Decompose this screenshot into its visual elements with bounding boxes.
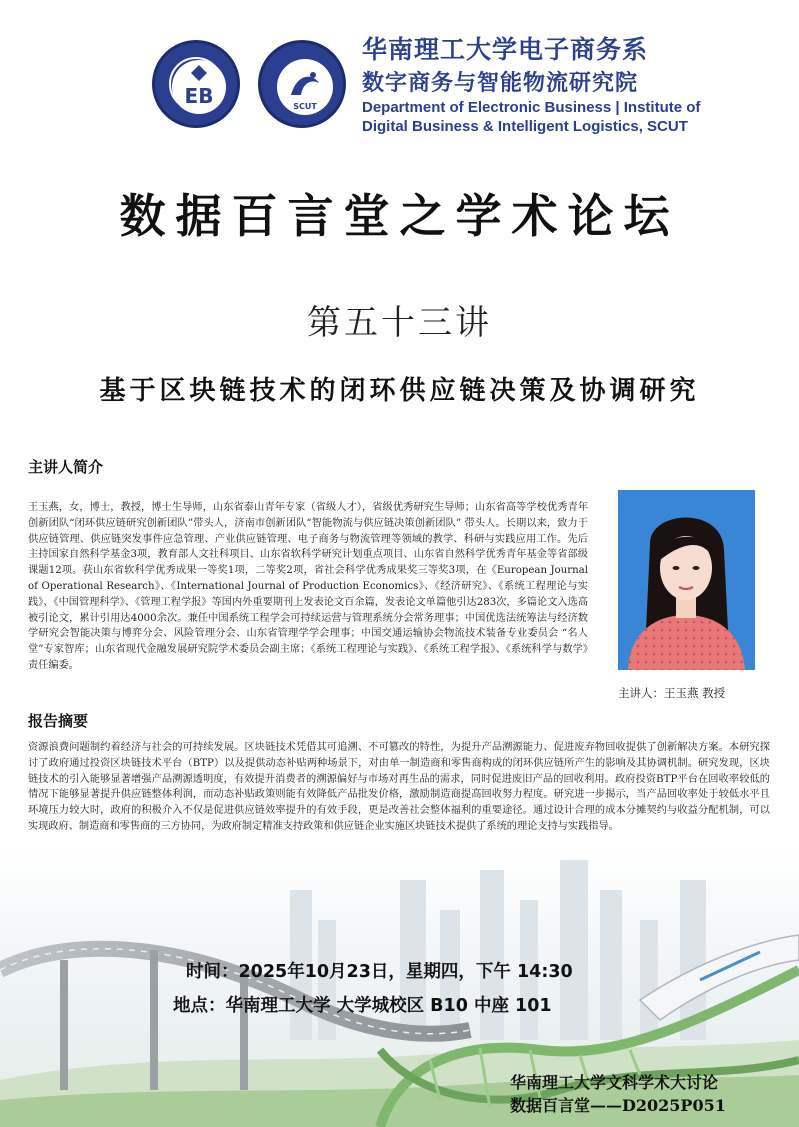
svg-text:EB: EB [184,84,214,108]
institute-cn-line2: 数字商务与智能物流研究院 [362,71,639,96]
lecture-subject: 基于区块链技术的闭环供应链决策及协调研究 [99,376,700,406]
speaker-heading: 主讲人简介 [28,458,104,476]
abstract-heading: 报告摘要 [28,712,89,730]
institute-en-line1: Department of Electronic Business | Institute of [362,99,701,116]
lecture-number: 第五十三讲 [307,303,492,343]
footer-line1: 华南理工大学文科学术大讨论 [510,1073,719,1092]
event-time: 时间：2025年10月23日，星期四，下午 14:30 [186,962,573,982]
speaker-photo [618,490,755,670]
department-logo [152,40,240,128]
institute-logo-text: SCUT [293,102,317,111]
institute-en-line2: Digital Business & Intelligent Logistics, SCUT [362,118,688,135]
speaker-bio: 王玉燕，女，博士，教授，博士生导师，山东省泰山青年专家（省级人才），省级优秀研究生导师；山东省高等学校优秀青年创新团队“闭环供应链研究创新团队”带头人，济南市创新团队“智能物流与供应链决策创新团队” 带头人。长期以来，致力于供应链管理、供应链突发事件应急管理、产业供应链管理、电子商务与物流管理等领域的教学、科研与实践应用工作。先后主持国家自然科学基金3项，教育部人文社科项目、山东省软科学研究计划重点项目、山东省自然科学优秀青年基金等省部级课题12项。获山东省软科学优秀成果一等奖1项，二等奖2项，省社会科学优秀成果奖三等奖3项，在《European Journal of Operational Research》、《International Journal of Production Economics》、《经济研究》、《系统工程理论与实践》、《中国管理科学》、《管理工程学报》等国内外重要期刊上发表论文百余篇，发表论文单篇他引达283次，多篇论文入选高被引论文，累计引用达4000余次。兼任中国系统工程学会可持续运营与管理系统分会常务理事；中国优选法统筹法与经济数学研究会智能决策与博弈分会、风险管理分会、山东省管理学学会理事；中国交通运输协会物流技术装备专业委员会 “名人堂”专家智库；山东省现代金融发展研究院学术委员会副主席；《系统工程理论与实践》、《系统工程学报》、《系统科学与数学》责任编委。 [28,502,588,671]
abstract-text: 资源浪费问题制约着经济与社会的可持续发展。区块链技术凭借其可追溯、不可篡改的特性，为提升产品溯源能力、促进废弃物回收提供了创新解决方案。本研究探讨了政府通过投资区块链技术平台（BTP）以及提供动态补贴两种场景下，对由单一制造商和零售商构成的闭环供应链所产生的影响及其协调机制。研究发现，区块链技术的引入能够显著增强产品溯源透明度，有效提升消费者的溯源偏好与市场对再生品的需求，同时促进废旧产品的回收利用。政府投资BTP平台在回收率较低的情况下能够显著提升供应链整体利润，而动态补贴政策则能有效降低产品批发价格，激励制造商提高回收努力程度。研究进一步揭示，当产品回收率处于较低水平且环境压力较大时，政府的积极介入不仅是促进供应链效率提升的有效手段，更是改善社会整体福利的重要途径。通过设计合理的成本分摊契约与收益分配机制，可以实现政府、制造商和零售商的三方协同，为政府制定精准支持政策和供应链企业实施区块链技术提供了系统的理论支持与实践指导。 [28,742,770,832]
header [0,0,799,150]
speaker-caption: 主讲人：王玉燕 教授 [618,686,726,700]
footer-line2: 数据百言堂——D2025P051 [510,1096,726,1115]
institute-cn-line1: 华南理工大学电子商务系 [362,35,649,64]
institute-logo [258,40,346,128]
event-place: 地点：华南理工大学 大学城校区 B10 中座 101 [173,996,552,1016]
page-title: 数据百言堂之学术论坛 [119,189,680,243]
